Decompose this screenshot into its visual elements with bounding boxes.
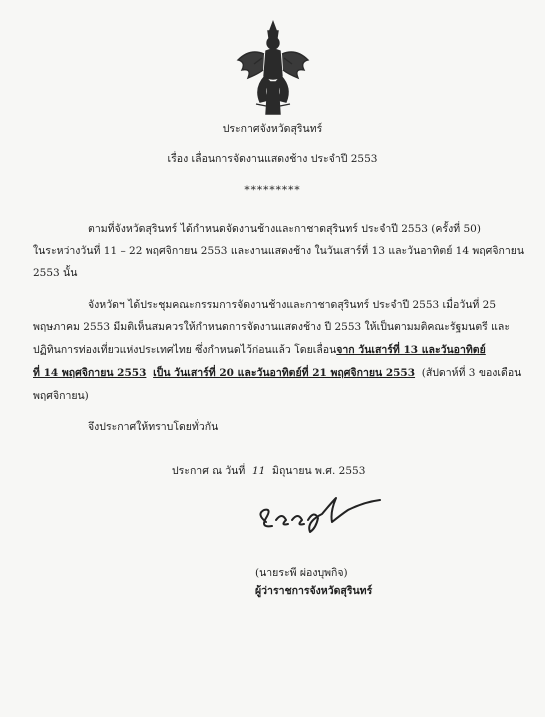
original-date-highlight-cont: ที่ 14 พฤศจิกายน 2553 (33, 367, 147, 379)
date-day: 11 (251, 465, 266, 477)
date-suffix: มิถุนายน พ.ศ. 2553 (272, 465, 366, 477)
paragraph-1-line-1: ตามที่จังหวัดสุรินทร์ ได้กำหนดจัดงานช้างและกาชาดสุรินทร์ ประจำปี 2553 (ครั้งที่ 50) (88, 223, 481, 235)
paragraph-2-line-3-text: ปฏิทินการท่องเที่ยวแห่งประเทศไทย ซึ่งกำหนดไว้ก่อนแล้ว โดยเลื่อน (33, 344, 337, 356)
paragraph-2-line-2: พฤษภาคม 2553 มีมติเห็นสมควรให้กำหนดการจัดงานแสดงช้าง ปี 2553 ให้เป็นตามมติคณะรัฐมนตรี และ (33, 321, 510, 333)
subject-line: เรื่อง เลื่อนการจัดงานแสดงช้าง ประจำปี 2553 (167, 153, 378, 165)
date-prefix: ประกาศ ณ วันที่ (172, 465, 246, 477)
paragraph-1-line-2: ในระหว่างวันที่ 11 – 22 พฤศจิกายน 2553 และงานแสดงช้าง ในวันเสาร์ที่ 13 และวันอาทิตย์ 14 พฤศจิกายน (33, 245, 525, 257)
closing-statement: จึงประกาศให้ทราบโดยทั่วกัน (88, 421, 219, 433)
signer-title: ผู้ว่าราชการจังหวัดสุรินทร์ (255, 585, 373, 597)
signer-name: (นายระพี ผ่องบุพกิจ) (255, 567, 348, 579)
paragraph-2-line-1: จังหวัดฯ ได้ประชุมคณะกรรมการจัดงานช้างและกาชาดสุรินทร์ ประจำปี 2553 เมื่อวันที่ 25 (88, 299, 497, 311)
paragraph-2-line-3 (33, 343, 486, 357)
garuda-emblem-icon (232, 18, 314, 118)
issuing-authority: ประกาศจังหวัดสุรินทร์ (222, 123, 323, 135)
paragraph-1-line-3: 2553 นั้น (33, 267, 78, 279)
new-date-highlight: เป็น วันเสาร์ที่ 20 และวันอาทิตย์ที่ 21 พฤศจิกายน 2553 (153, 367, 416, 379)
announcement-date (172, 464, 365, 478)
paragraph-2-line-5: พฤศจิกายน) (33, 390, 89, 402)
week-note: (สัปดาห์ที่ 3 ของเดือน (421, 367, 522, 379)
original-date-highlight: จาก วันเสาร์ที่ 13 และวันอาทิตย์ (336, 344, 486, 356)
separator: ********* (244, 184, 301, 196)
handwritten-signature (252, 492, 392, 540)
paragraph-2-line-4 (33, 366, 521, 380)
